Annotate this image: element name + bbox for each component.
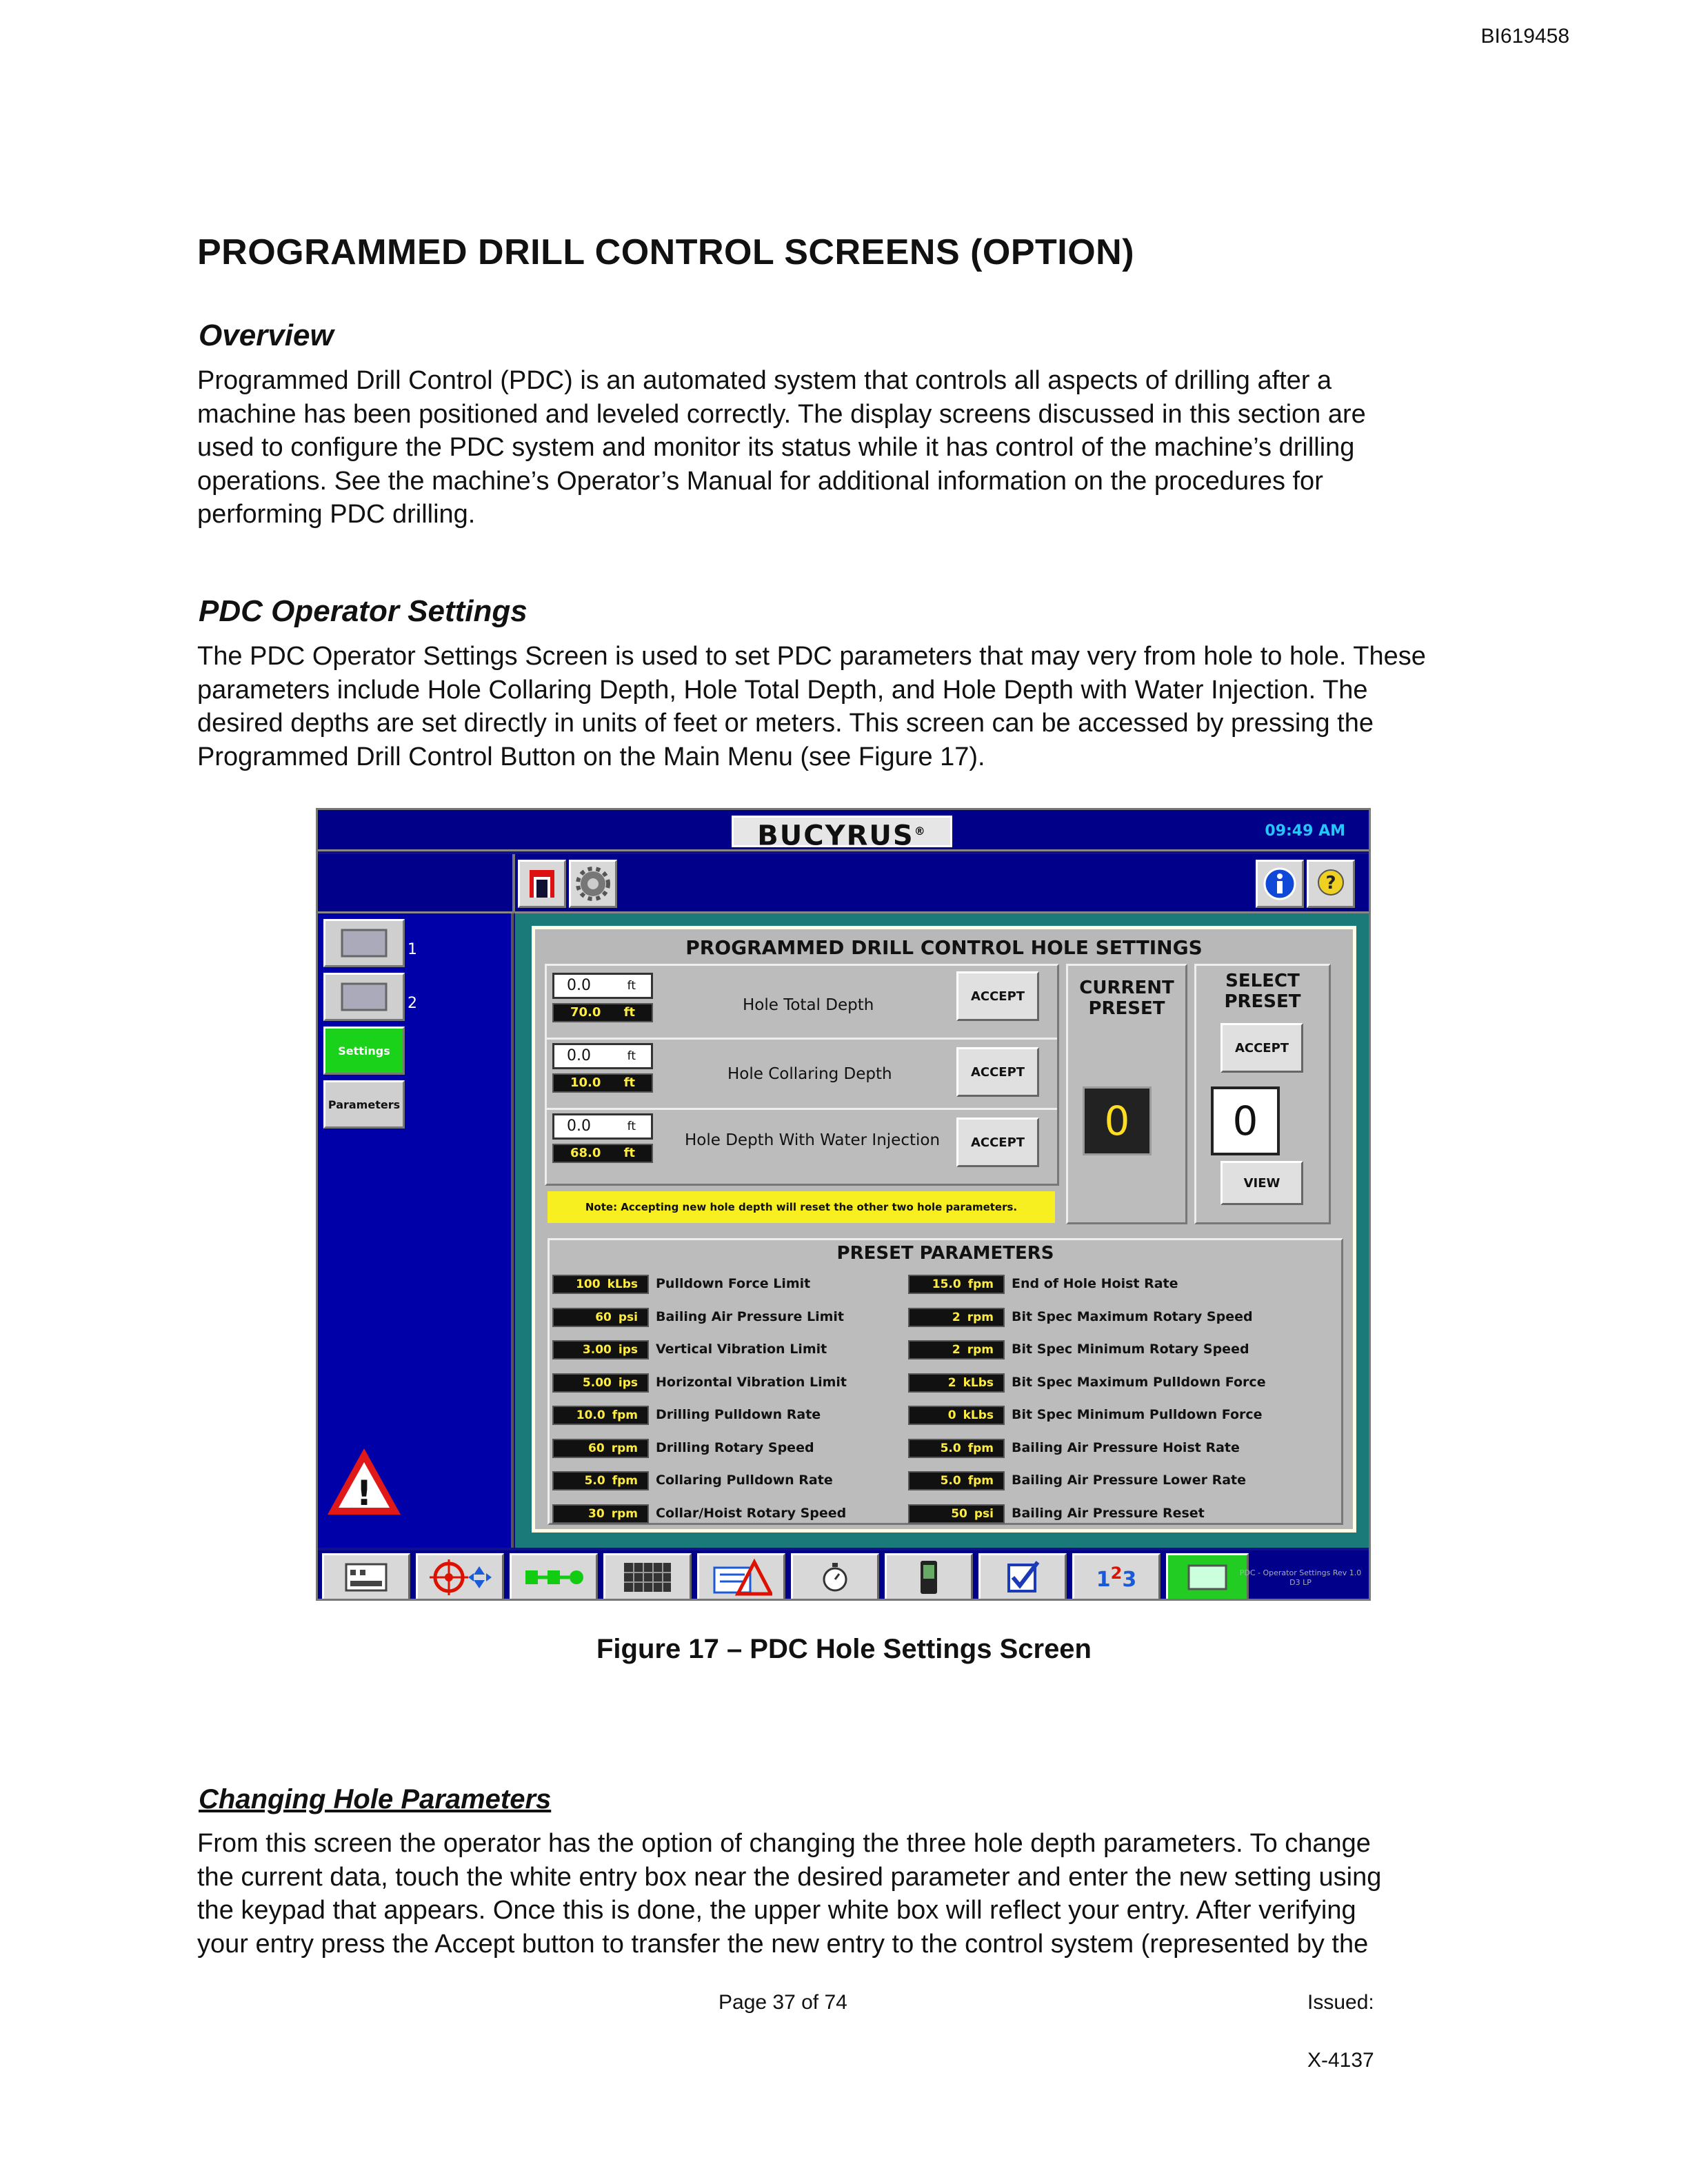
- preset-parameter-row: [908, 1504, 1267, 1524]
- entry-unit: ft: [627, 979, 636, 993]
- preset-unit: kLbs: [607, 1277, 638, 1291]
- hole-collaring-depth-label: Hole Collaring Depth: [727, 1065, 892, 1083]
- heading-line: PRESET: [1088, 998, 1165, 1019]
- preset-value: 60: [588, 1441, 605, 1455]
- preset-value-box: [552, 1340, 649, 1359]
- water-injection-depth-entry[interactable]: [552, 1113, 653, 1140]
- preset-unit: rpm: [967, 1343, 994, 1357]
- issued-label: Issued:: [1307, 1991, 1374, 2014]
- heading-line: PRESET: [1224, 991, 1301, 1012]
- preset-parameter-row: [908, 1439, 1267, 1458]
- preset-unit: psi: [974, 1506, 994, 1521]
- operator-settings-paragraph: [197, 640, 1507, 774]
- preset-label: Bailing Air Pressure Limit: [656, 1308, 844, 1324]
- preset-label: Horizontal Vibration Limit: [656, 1374, 847, 1390]
- preset-value: 2: [952, 1343, 961, 1357]
- phone-button[interactable]: [885, 1553, 973, 1601]
- warning-icon: [323, 1444, 405, 1520]
- current-value: 70.0: [570, 1005, 601, 1020]
- preset-value-box: [908, 1439, 1005, 1458]
- link-button[interactable]: [510, 1553, 598, 1601]
- overview-paragraph: [197, 364, 1507, 532]
- phone-icon: [915, 1558, 943, 1597]
- checkbox-icon: [1003, 1558, 1042, 1597]
- hole-collaring-depth-current: [552, 1073, 653, 1093]
- preset-value: 0: [947, 1408, 956, 1422]
- changing-heading: Changing Hole Parameters: [199, 1784, 552, 1814]
- grid-button[interactable]: [603, 1553, 692, 1601]
- heading-line: SELECT: [1225, 971, 1300, 991]
- preset-value: 5.0: [940, 1474, 961, 1488]
- text-line: From this screen the operator has the option of changing the three hole depth parameters. To change: [197, 1829, 1371, 1858]
- target-icon: [425, 1558, 494, 1597]
- document-code: X-4137: [1307, 2049, 1374, 2072]
- preset-value-box: [552, 1406, 649, 1425]
- select-preset-heading: [1194, 971, 1331, 1012]
- screen-id-label: PDC - Operator Settings Rev 1.0 D3 LP: [1239, 1568, 1362, 1587]
- preset-parameter-row: [552, 1504, 911, 1524]
- preset-parameter-row: [552, 1439, 911, 1458]
- preset-unit: ips: [618, 1375, 638, 1390]
- preset-value-box: [908, 1504, 1005, 1524]
- preset-parameters-section: [547, 1238, 1343, 1525]
- document-id: BI619458: [1480, 25, 1569, 48]
- toolbar-divider: [512, 854, 515, 913]
- preset-label: Bit Spec Maximum Pulldown Force: [1012, 1374, 1266, 1390]
- preset-label: Drilling Pulldown Rate: [656, 1407, 821, 1422]
- preset-unit: ips: [618, 1343, 638, 1357]
- operator-settings-heading: PDC Operator Settings: [199, 594, 528, 628]
- preset-value: 2: [952, 1310, 961, 1324]
- heading-line: CURRENT: [1079, 978, 1174, 998]
- text-line: used to configure the PDC system and monitor its status while it has control of the machine’s drilling: [197, 433, 1355, 462]
- preset-value: 5.0: [940, 1441, 961, 1455]
- entry-unit: ft: [627, 1120, 636, 1133]
- accept-water-injection-button[interactable]: ACCEPT: [956, 1118, 1039, 1167]
- target-button[interactable]: [416, 1553, 504, 1601]
- timer-icon: [818, 1560, 852, 1595]
- preset-unit: rpm: [611, 1441, 638, 1455]
- text-line: desired depths are set directly in units of feet or meters. This screen can be accessed by pressing the: [197, 709, 1374, 738]
- monitor-icon: [336, 926, 392, 960]
- preset-value: 2: [947, 1375, 956, 1390]
- text-line: operations. See the machine’s Operator’s Manual for additional information on the procedures for: [197, 466, 1323, 496]
- preset-parameter-row: [552, 1340, 911, 1359]
- screen-1-button[interactable]: [323, 919, 405, 967]
- entry-unit: ft: [627, 1049, 636, 1063]
- preset-label: Pulldown Force Limit: [656, 1276, 811, 1291]
- preset-unit: rpm: [967, 1310, 994, 1324]
- preset-value: 100: [576, 1277, 601, 1291]
- current-value: 68.0: [570, 1146, 601, 1160]
- preset-parameter-row: [908, 1275, 1267, 1294]
- hole-settings-panel: [532, 926, 1356, 1533]
- current-preset-value: 0: [1083, 1086, 1152, 1155]
- brand-name: BUCYRUS: [757, 820, 914, 852]
- figure-caption: Figure 17 – PDC Hole Settings Screen: [596, 1634, 1092, 1664]
- preset-unit: fpm: [612, 1474, 638, 1488]
- gear-icon: [575, 866, 611, 902]
- select-preset-accept-button[interactable]: ACCEPT: [1220, 1023, 1303, 1073]
- preset-value-box: [908, 1275, 1005, 1294]
- parameters-button[interactable]: Parameters: [323, 1080, 405, 1129]
- checkbox-button[interactable]: [978, 1553, 1067, 1601]
- preset-unit: fpm: [612, 1408, 638, 1422]
- accept-collaring-depth-button[interactable]: ACCEPT: [956, 1047, 1039, 1097]
- hole-total-depth-current: [552, 1003, 653, 1022]
- hole-total-depth-entry[interactable]: [552, 973, 653, 999]
- preset-value: 30: [588, 1506, 605, 1521]
- preset-value: 10.0: [576, 1408, 605, 1422]
- screen-1-number: 1: [408, 941, 417, 958]
- preset-unit: fpm: [967, 1441, 994, 1455]
- preset-parameter-row: [908, 1471, 1267, 1490]
- view-button[interactable]: VIEW: [1220, 1161, 1303, 1205]
- text-line: Programmed Drill Control (PDC) is an automated system that controls all aspects of drilling after a: [197, 366, 1332, 395]
- settings-button[interactable]: Settings: [323, 1027, 405, 1075]
- preset-parameter-row: [908, 1340, 1267, 1359]
- entry-value: 0.0: [567, 1118, 591, 1135]
- preset-value-box: [552, 1471, 649, 1490]
- preset-parameters-title: PRESET PARAMETERS: [836, 1243, 1054, 1264]
- bottom-toolbar: [318, 1550, 1369, 1601]
- preset-parameter-row: [908, 1308, 1267, 1327]
- current-unit: ft: [623, 1005, 635, 1020]
- preset-parameter-row: [908, 1406, 1267, 1425]
- left-nav: [318, 913, 514, 1548]
- preset-value-box: [908, 1471, 1005, 1490]
- text-line: The PDC Operator Settings Screen is used to set PDC parameters that may very from hole to hole. These: [197, 642, 1426, 671]
- clock: 09:49 AM: [1265, 822, 1345, 840]
- preset-parameter-row: [552, 1308, 911, 1327]
- preset-value-box: [908, 1373, 1005, 1393]
- preset-parameter-row: [908, 1373, 1267, 1393]
- text-line: the keypad that appears. Once this is done, the upper white box will reflect your entry. After verifying: [197, 1896, 1356, 1925]
- text-line: parameters include Hole Collaring Depth, Hole Total Depth, and Hole Depth with Water Injection. The: [197, 675, 1368, 705]
- timer-button[interactable]: [791, 1553, 879, 1601]
- hole-total-depth-label: Hole Total Depth: [743, 996, 874, 1014]
- hole-depth-section: [545, 964, 1059, 1186]
- water-injection-depth-label: Hole Depth With Water Injection: [685, 1131, 941, 1149]
- current-value: 10.0: [570, 1075, 601, 1090]
- preset-label: Bailing Air Pressure Reset: [1012, 1505, 1205, 1521]
- text-line: performing PDC drilling.: [197, 500, 476, 529]
- screen-icon: [1183, 1560, 1232, 1595]
- svg-text:!: !: [356, 1473, 372, 1513]
- preset-label: Vertical Vibration Limit: [656, 1342, 827, 1357]
- svg-text:?: ?: [1325, 873, 1336, 893]
- current-unit: ft: [623, 1075, 635, 1090]
- preset-value-box: [552, 1308, 649, 1327]
- monitor-icon: [336, 980, 392, 1014]
- preset-label: Drilling Rotary Speed: [656, 1439, 814, 1455]
- preset-value-box: [552, 1504, 649, 1524]
- preset-unit: kLbs: [963, 1375, 994, 1390]
- preset-label: Bit Spec Minimum Pulldown Force: [1012, 1407, 1263, 1422]
- numbers-icon: $1^23$: [1096, 1563, 1137, 1592]
- numbers-button[interactable]: [1072, 1553, 1160, 1601]
- preset-unit: psi: [618, 1310, 638, 1324]
- preset-parameter-row: [552, 1275, 911, 1294]
- text-line: Programmed Drill Control Button on the Main Menu (see Figure 17).: [197, 742, 985, 771]
- help-button[interactable]: [1307, 860, 1355, 908]
- preset-label: Bit Spec Maximum Rotary Speed: [1012, 1308, 1253, 1324]
- row-divider: [547, 1108, 1057, 1110]
- keyboard-button[interactable]: [322, 1553, 410, 1601]
- preset-value: 5.00: [582, 1375, 612, 1390]
- row-divider: [547, 1038, 1057, 1040]
- preset-value: 15.0: [932, 1277, 961, 1291]
- grid-icon: [620, 1560, 675, 1595]
- select-preset-entry[interactable]: 0: [1211, 1086, 1280, 1155]
- chart-icon: [710, 1558, 772, 1597]
- preset-value: 3.00: [582, 1343, 612, 1357]
- panel-title: PROGRAMMED DRILL CONTROL HOLE SETTINGS: [685, 936, 1203, 959]
- entry-value: 0.0: [567, 977, 591, 994]
- preset-value-box: [552, 1275, 649, 1294]
- brand-logo: [732, 816, 952, 852]
- help-icon: [1313, 866, 1349, 902]
- keyboard-icon: [342, 1560, 390, 1595]
- preset-value-box: [908, 1340, 1005, 1359]
- link-icon: [523, 1564, 585, 1591]
- preset-value: 50: [951, 1506, 967, 1521]
- preset-label: Bit Spec Minimum Rotary Speed: [1012, 1342, 1249, 1357]
- preset-value: 60: [595, 1310, 612, 1324]
- title-bar: [318, 810, 1369, 851]
- overview-heading: Overview: [199, 318, 334, 352]
- preset-unit: kLbs: [963, 1408, 994, 1422]
- accept-total-depth-button[interactable]: ACCEPT: [956, 971, 1039, 1021]
- water-injection-depth-current: [552, 1144, 653, 1163]
- screen-2-button[interactable]: [323, 973, 405, 1021]
- preset-value: 5.0: [584, 1474, 605, 1488]
- preset-unit: rpm: [611, 1506, 638, 1521]
- pdc-hole-settings-screen: [316, 808, 1371, 1601]
- preset-value-box: [552, 1439, 649, 1458]
- text-line: machine has been positioned and leveled correctly. The display screens discussed in this section are: [197, 399, 1366, 429]
- preset-label: Collar/Hoist Rotary Speed: [656, 1505, 847, 1521]
- preset-label: Collaring Pulldown Rate: [656, 1473, 833, 1488]
- preset-value-box: [908, 1406, 1005, 1425]
- entry-value: 0.0: [567, 1047, 591, 1064]
- printer-icon: [524, 866, 560, 902]
- page-number: Page 37 of 74: [719, 1991, 847, 2014]
- preset-label: Bailing Air Pressure Hoist Rate: [1012, 1439, 1240, 1455]
- preset-parameter-row: [552, 1373, 911, 1393]
- preset-label: End of Hole Hoist Rate: [1012, 1276, 1178, 1291]
- info-button[interactable]: [1256, 860, 1304, 908]
- screen-2-number: 2: [408, 995, 417, 1012]
- text-line: your entry press the Accept button to transfer the new entry to the control system (represented by the: [197, 1929, 1369, 1959]
- info-icon: [1262, 866, 1298, 902]
- page-title: PROGRAMMED DRILL CONTROL SCREENS (OPTION): [197, 232, 1135, 272]
- settings-gear-button[interactable]: [569, 860, 617, 908]
- hole-collaring-depth-entry[interactable]: [552, 1043, 653, 1069]
- reset-note: Note: Accepting new hole depth will reset the other two hole parameters.: [547, 1191, 1055, 1223]
- preset-unit: fpm: [967, 1474, 994, 1488]
- preset-label: Bailing Air Pressure Lower Rate: [1012, 1473, 1246, 1488]
- chart-button[interactable]: [697, 1553, 785, 1601]
- preset-parameter-row: [552, 1406, 911, 1425]
- preset-unit: fpm: [967, 1277, 994, 1291]
- current-preset-heading: [1066, 978, 1187, 1019]
- preset-value-box: [908, 1308, 1005, 1327]
- print-button[interactable]: [518, 860, 566, 908]
- preset-value-box: [552, 1373, 649, 1393]
- preset-parameter-row: [552, 1471, 911, 1490]
- top-toolbar: [318, 854, 1369, 913]
- current-unit: ft: [623, 1146, 635, 1160]
- text-line: the current data, touch the white entry box near the desired parameter and enter the new setting using: [197, 1862, 1382, 1892]
- changing-paragraph: [197, 1827, 1507, 1961]
- registered-mark: ®: [914, 825, 927, 838]
